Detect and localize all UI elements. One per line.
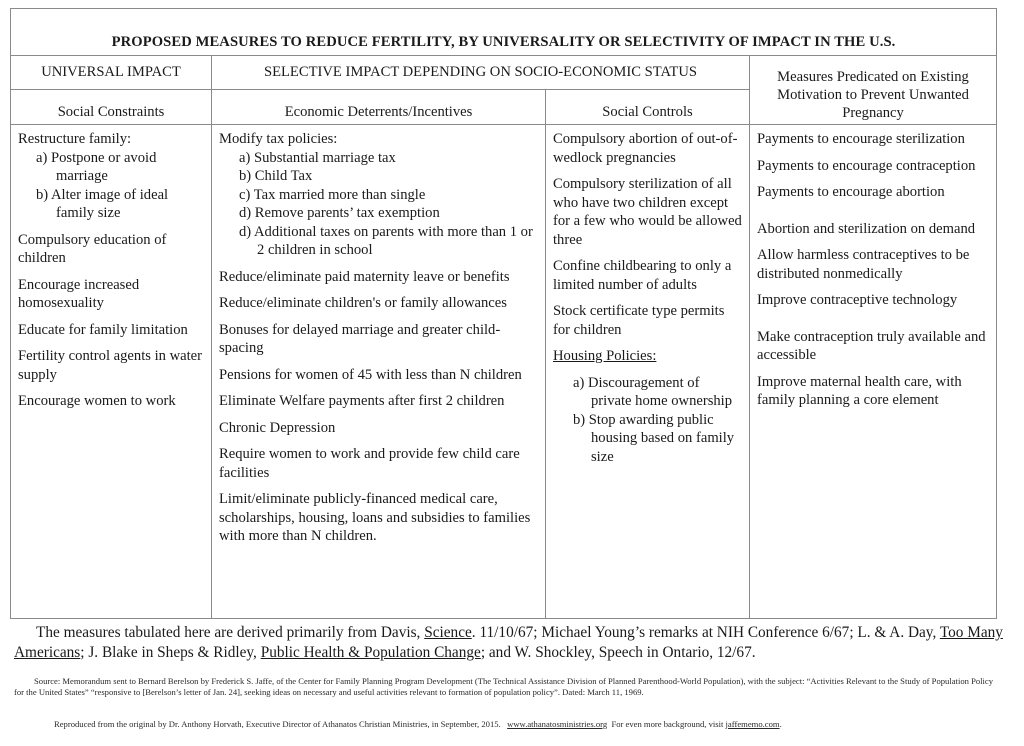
citation-public-health: Public Health & Population Change: [260, 644, 481, 661]
list-item: Educate for family limitation: [18, 321, 188, 338]
list-item: [219, 130, 539, 260]
list-item: Require women to work and provide few child care facilities: [219, 446, 520, 481]
group-universal-impact: UNIVERSAL IMPACT: [11, 56, 212, 90]
table-title: PROPOSED MEASURES TO REDUCE FERTILITY, BY UNIVERSALITY OR SELECTIVITY OF IMPACT IN THE U.S.: [11, 9, 997, 56]
sub-item: b) Alter image of ideal family size: [36, 186, 169, 221]
list-item: Encourage women to work: [18, 393, 176, 409]
list-item: [18, 130, 205, 223]
subheader-social-constraints: Social Constraints: [11, 90, 212, 125]
citation-science: Science: [424, 624, 472, 641]
list-item: Pensions for women of 45 with less than N children: [219, 366, 522, 383]
housing-policies-label: Housing Policies:: [553, 348, 657, 364]
list-item: Make contraception truly available and accessible: [757, 328, 986, 363]
jaffememo-link[interactable]: jaffememo.com: [725, 719, 780, 729]
sub-item: b) Stop awarding public housing based on family size: [573, 411, 735, 465]
list-item: Payments to encourage sterilization: [757, 131, 965, 147]
derivation-note: [14, 623, 1004, 663]
column-social-controls: [546, 125, 750, 619]
reproduction-note: [14, 719, 1004, 730]
column-social-constraints: [11, 125, 212, 619]
subheader-social-controls: Social Controls: [546, 90, 750, 125]
measures-table: [10, 8, 997, 619]
list-item: Encourage increased homosexuality: [18, 276, 140, 311]
list-item: Improve contraceptive technology: [757, 292, 958, 308]
sub-item: d) Additional taxes on parents with more than 1 or 2 children in school: [239, 223, 533, 258]
sub-item: a) Discouragement of private home ownership: [573, 374, 733, 409]
list-item: Limit/eliminate publicly-financed medical care, scholarships, housing, loans and subsidies to families with more than N children.: [219, 491, 531, 544]
note-text: The measures tabulated here are derived primarily from Davis,: [36, 624, 425, 641]
repro-text: For even more background, visit: [611, 719, 726, 729]
citation-too-many-americans: Too Many Americans: [14, 624, 1003, 661]
list-item: Reduce/eliminate paid maternity leave or benefits: [219, 268, 510, 285]
sub-item: d) Remove parents’ tax exemption: [239, 205, 440, 221]
list-item: Improve maternal health care, with family planning a core element: [757, 373, 962, 408]
group-motivation: Measures Predicated on Existing Motivation to Prevent Unwanted Pregnancy: [750, 56, 997, 125]
group-selective-impact: SELECTIVE IMPACT DEPENDING ON SOCIO-ECONOMIC STATUS: [212, 56, 750, 90]
list-item: Compulsory sterilization of all who have two children except for a few who would be allowed three: [553, 176, 742, 248]
sub-item: c) Tax married more than single: [239, 186, 426, 203]
tax-label: Modify tax policies:: [219, 131, 338, 147]
restructure-label: Restructure family:: [18, 131, 132, 147]
list-item: Chronic Depression: [219, 419, 336, 436]
repro-text: .: [779, 719, 782, 729]
sub-item: a) Substantial marriage tax: [239, 149, 396, 166]
list-item: Compulsory abortion of out-of-wedlock pregnancies: [553, 131, 738, 166]
source-note: Source: Memorandum sent to Bernard Berelson by Frederick S. Jaffe, of the Center for Family Planning Program Development (The Technical Assistance Division of Planned Parenthood-World Population), with the subject: “Activities Relevant to the Study of Population Policy for the United States” “responsive to [Berelson’s letter of Jan. 24], seeking ideas on necessary and useful activities relevant to formation of population policy”. Dated: March 11, 1969.: [14, 676, 994, 697]
list-item: Compulsory education of children: [18, 231, 167, 266]
repro-text: Reproduced from the original by Dr. Anthony Horvath, Executive Director of Athanatos Christian Ministries, in September, 2015.: [54, 719, 501, 729]
list-item: Reduce/eliminate children's or family allowances: [219, 295, 507, 311]
athanatos-link[interactable]: www.athanatosministries.org: [507, 719, 608, 729]
list-item: Allow harmless contraceptives to be distributed nonmedically: [757, 247, 970, 282]
list-item: [553, 347, 743, 466]
column-economic: [212, 125, 546, 619]
list-item: Eliminate Welfare payments after first 2 children: [219, 393, 505, 409]
list-item: Payments to encourage contraception: [757, 157, 976, 174]
subheader-economic: Economic Deterrents/Incentives: [212, 90, 546, 125]
list-item: Payments to encourage abortion: [757, 184, 945, 200]
list-item: Fertility control agents in water supply: [18, 348, 202, 383]
note-text: . 11/10/67; Michael Young’s remarks at NIH Conference 6/67; L. & A. Day,: [471, 624, 940, 641]
list-item: Confine childbearing to only a limited number of adults: [553, 258, 732, 293]
list-item: Stock certificate type permits for children: [553, 303, 725, 338]
list-item: Abortion and sterilization on demand: [757, 220, 976, 237]
list-item: Bonuses for delayed marriage and greater child-spacing: [219, 321, 501, 356]
sub-item: b) Child Tax: [239, 168, 313, 184]
sub-item: a) Postpone or avoid marriage: [36, 149, 157, 184]
column-motivation: [750, 125, 997, 619]
note-text: ; and W. Shockley, Speech in Ontario, 12/67.: [480, 644, 756, 661]
note-text: ; J. Blake in Sheps & Ridley,: [80, 644, 261, 661]
